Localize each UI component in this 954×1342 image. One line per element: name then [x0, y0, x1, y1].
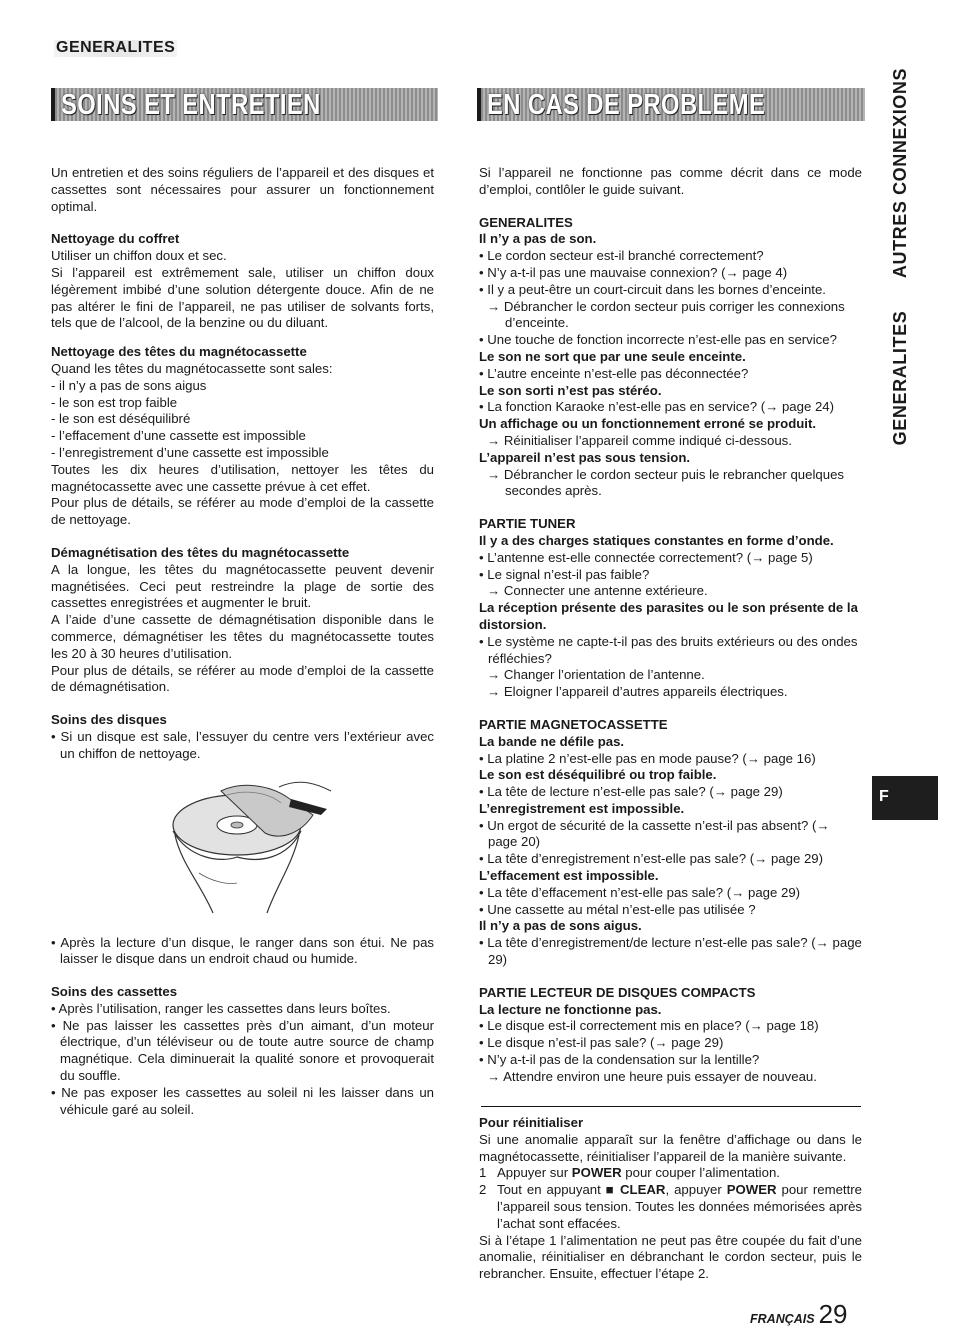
list-item: • Un ergot de sécurité de la cassette n’est-il pas absent? (→ page 20)	[479, 817, 830, 850]
remedy: → Réinitialiser l’appareil comme indiqué ci-dessous.	[487, 432, 792, 448]
list-item: • N’y a-t-il pas de la condensation sur la lentille?	[479, 1052, 760, 1068]
list-item: • La tête d’enregistrement/de lecture n’est-elle pas sale? (→ page 29)	[479, 935, 862, 968]
heading-magneto: PARTIE MAGNETOCASSETTE	[479, 716, 668, 732]
disques-bullet-1: • Si un disque est sale, l’essuyer du centre vers l’extérieur avec un chiffon de nettoyage.	[51, 728, 434, 761]
remedy: → Connecter une antenne extérieure.	[487, 583, 708, 599]
list-item: - l’enregistrement d’une cassette est impossible	[51, 444, 329, 460]
remedy: → Eloigner l’appareil d’autres appareils électriques.	[487, 684, 788, 700]
list-item: - l’effacement d’une cassette est impossible	[51, 428, 306, 444]
divider-rule	[481, 1106, 861, 1107]
reset-section	[479, 1115, 862, 1283]
demag-text-2: A l’aide d’une cassette de démagnétisation disponible dans le commerce, démagnétiser les têtes du magnétocassette toutes les 20 à 30 heures d’utilisation.	[51, 612, 434, 661]
heading-coffret: Nettoyage du coffret	[51, 231, 180, 247]
footer-language: FRANÇAIS	[750, 1312, 815, 1326]
step-text: , appuyer	[665, 1182, 727, 1198]
banner-probleme	[477, 88, 865, 121]
step-text: Tout en appuyant	[497, 1182, 606, 1198]
question: Le son ne sort que par une seule enceinte.	[479, 348, 746, 364]
list-item: • Le disque est-il correctement mis en place? (→ page 18)	[479, 1018, 819, 1034]
list-item: • Le disque n’est-il pas sale? (→ page 29)	[479, 1035, 724, 1051]
cassettes-bullet-1: • Après l’utilisation, ranger les cassettes dans leurs boîtes.	[51, 1000, 391, 1016]
list-item: - le son est trop faible	[51, 394, 178, 410]
reset-step-2	[479, 1182, 862, 1232]
power-key-label: POWER	[726, 1182, 777, 1198]
list-item: • Une cassette au métal n’est-elle pas utilisée ?	[479, 901, 756, 917]
list-item: • L’antenne est-elle connectée correctement? (→ page 5)	[479, 549, 813, 565]
list-item: • Le système ne capte-t-il pas des bruits extérieurs ou des ondes réfléchies?	[479, 633, 858, 666]
list-item: • La tête d’effacement n’est-elle pas sale? (→ page 29)	[479, 884, 801, 900]
heading-cd: PARTIE LECTEUR DE DISQUES COMPACTS	[479, 984, 756, 1000]
question: Il n’y a pas de sons aigus.	[479, 918, 642, 934]
right-column	[479, 165, 862, 1086]
language-tab	[872, 776, 938, 820]
disc-cleaning-illustration	[51, 763, 434, 935]
question: L’appareil n’est pas sous tension.	[479, 449, 691, 465]
step-text: Appuyer sur	[497, 1165, 572, 1181]
list-item: • L’autre enceinte n’est-elle pas déconnectée?	[479, 365, 749, 381]
cassettes-bullet-2: • Ne pas laisser les cassettes près d’un aimant, d’un moteur électrique, d’un téléviseur ou de toute autre source de champ magnétique. Cela diminuerait la qualité sonore et provoquerait du souffle.	[51, 1017, 434, 1084]
list-item: • Il y a peut-être un court-circuit dans les bornes d’enceinte.	[479, 281, 826, 297]
remedy: → Débrancher le cordon secteur puis corriger les connexions d’enceinte.	[487, 298, 845, 331]
step-text: pour couper l’alimentation.	[621, 1165, 780, 1181]
side-tab-generalites: GENERALITES	[890, 310, 910, 446]
list-item: - il n’y a pas de sons aigus	[51, 377, 207, 393]
question: La lecture ne fonctionne pas.	[479, 1001, 662, 1017]
reset-step-1	[479, 1165, 862, 1182]
question: Il n’y a pas de son.	[479, 231, 597, 247]
page-number: 29	[818, 1299, 848, 1329]
question: Le son est déséquilibré ou trop faible.	[479, 767, 717, 783]
disc-cleaning-icon	[51, 763, 434, 935]
list-item: • Le cordon secteur est-il branché correctement?	[479, 248, 764, 264]
question: Le son sorti n’est pas stéréo.	[479, 382, 662, 398]
side-tabs	[868, 67, 910, 458]
reset-text-2: Si à l’étape 1 l’alimentation ne peut pas être coupée du fait d’une anomalie, réinitialiser en débranchant le cordon secteur, puis le rebrancher. Ensuite, effectuer l’étape 2.	[479, 1232, 862, 1282]
coffret-text-2: Si l’appareil est extrêmement sale, utiliser un chiffon doux légèrement imbibé d’une solution détergente douce. Afin de ne pas altérer le fini de l’appareil, ne pas utiliser de solvants forts, tels que de l’alcool, de la benzine ou du diluant.	[51, 264, 434, 331]
remedy: → Débrancher le cordon secteur puis le rebrancher quelques secondes après.	[487, 466, 844, 499]
coffret-text-1: Utiliser un chiffon doux et sec.	[51, 248, 227, 264]
demag-text-1: A la longue, les têtes du magnétocassette peuvent devenir magnétisées. Ceci peut restreindre la plage de sortie des cassettes enregistrées et augmenter le bruit.	[51, 561, 434, 611]
list-item: • Une touche de fonction incorrecte n’est-elle pas en service?	[479, 332, 837, 348]
heading-generalites: GENERALITES	[479, 214, 573, 230]
question: La réception présente des parasites ou le son présente de la distorsion.	[479, 600, 858, 632]
heading-tetes: Nettoyage des têtes du magnétocassette	[51, 344, 307, 360]
cassettes-bullet-3: • Ne pas exposer les cassettes au soleil ni les laisser dans un véhicule garé au soleil.	[51, 1084, 434, 1117]
remedy: → Attendre environ une heure puis essayer de nouveau.	[487, 1068, 817, 1084]
tetes-text-2: Toutes les dix heures d’utilisation, nettoyer les têtes du magnétocassette avec une cassette prévue à cet effet.	[51, 461, 434, 494]
heading-demag: Démagnétisation des têtes du magnétocassette	[51, 544, 350, 560]
banner-soins-title: SOINS ET ENTRETIEN	[61, 89, 321, 121]
page-footer	[750, 1299, 848, 1329]
list-item: • La tête d’enregistrement n’est-elle pas sale? (→ page 29)	[479, 851, 824, 867]
question: La bande ne défile pas.	[479, 733, 625, 749]
language-tab-label: F	[879, 788, 889, 805]
question: Il y a des charges statiques constantes en forme d’onde.	[479, 532, 834, 548]
remedy: → Changer l’orientation de l’antenne.	[487, 667, 705, 683]
side-tab-autres-connexions: AUTRES CONNEXIONS	[890, 67, 910, 279]
question: L’enregistrement est impossible.	[479, 800, 685, 816]
banner-probleme-title: EN CAS DE PROBLEME	[487, 89, 766, 121]
power-key-label: POWER	[571, 1165, 622, 1181]
disques-bullet-2: • Après la lecture d’un disque, le ranger dans son étui. Ne pas laisser le disque dans un endroit chaud ou humide.	[51, 934, 434, 967]
reset-text: Si une anomalie apparaît sur la fenêtre d’affichage ou dans le magnétocassette, réinitialiser l’appareil de la manière suivante.	[479, 1131, 862, 1164]
step-number: 2	[479, 1182, 487, 1198]
banner-soins	[51, 88, 438, 121]
demag-text-3: Pour plus de détails, se référer au mode d’emploi de la cassette de démagnétisation.	[51, 662, 434, 695]
list-item: • N’y a-t-il pas une mauvaise connexion? (→ page 4)	[479, 264, 788, 280]
heading-reset: Pour réinitialiser	[479, 1115, 584, 1130]
heading-cassettes: Soins des cassettes	[51, 984, 178, 1000]
step-text: pour remettre l’appareil sous tension. Toutes les données mémorisées après l’achat sont effacées.	[497, 1182, 862, 1231]
list-item: • Le signal n’est-il pas faible?	[479, 566, 650, 582]
section-tag: GENERALITES	[56, 39, 176, 56]
list-item: - le son est déséquilibré	[51, 411, 191, 427]
left-column	[51, 165, 434, 1118]
tetes-text: Quand les têtes du magnétocassette sont sales:	[51, 360, 333, 376]
list-item: • La tête de lecture n’est-elle pas sale? (→ page 29)	[479, 784, 783, 800]
question: L’effacement est impossible.	[479, 868, 659, 884]
list-item: • La fonction Karaoke n’est-elle pas en service? (→ page 24)	[479, 399, 835, 415]
tetes-text-3: Pour plus de détails, se référer au mode d’emploi de la cassette de nettoyage.	[51, 495, 434, 528]
question: Un affichage ou un fonctionnement erroné se produit.	[479, 416, 817, 432]
intro-probleme: Si l’appareil ne fonctionne pas comme décrit dans ce mode d’emploi, contlôler le guide suivant.	[479, 165, 862, 197]
heading-disques: Soins des disques	[51, 712, 167, 728]
list-item: • La platine 2 n’est-elle pas en mode pause? (→ page 16)	[479, 750, 816, 766]
clear-key-label: ■ CLEAR	[605, 1182, 666, 1198]
intro-soins: Un entretien et des soins réguliers de l’appareil et des disques et cassettes sont nécessaires pour assurer un fonctionnement optimal.	[51, 165, 434, 214]
heading-tuner: PARTIE TUNER	[479, 516, 576, 532]
step-number: 1	[479, 1165, 487, 1181]
